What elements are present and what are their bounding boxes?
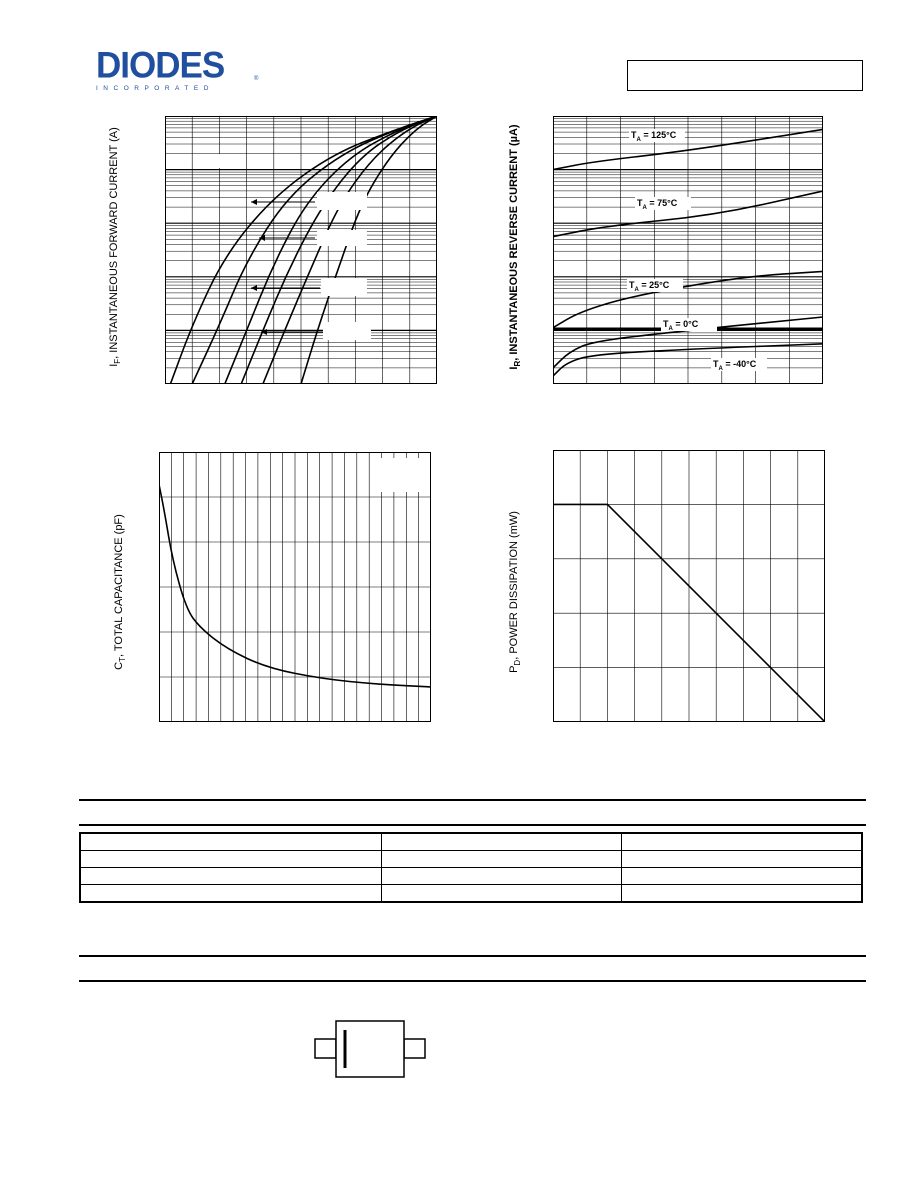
table-cell <box>80 833 381 851</box>
table-cell <box>80 868 381 885</box>
section-rule-top <box>79 799 866 801</box>
section-rule-marking-bottom <box>79 980 866 982</box>
curve-label: $T_A = 75^\circ C$ <box>637 198 678 211</box>
table-row <box>80 833 862 851</box>
table-cell <box>622 851 862 868</box>
section-rule-bottom <box>79 824 866 826</box>
annotation-box <box>317 192 367 210</box>
ordering-table <box>79 832 863 903</box>
curve-label: $T_A = 25^\circ C$ <box>629 280 670 293</box>
table-row <box>80 885 862 903</box>
table-cell <box>622 885 862 903</box>
logo-subtext: INCORPORATED <box>96 85 214 92</box>
trademark-mark: ® <box>254 76 259 82</box>
power-dissipation-ylabel: $P_D$, POWER DISSIPATION (mW) <box>508 511 522 673</box>
table-cell <box>381 833 621 851</box>
annotation-box <box>373 458 429 492</box>
power-dissipation-chart <box>553 450 825 722</box>
annotation-box <box>317 230 367 246</box>
curve-label: $T_A = 125^\circ C$ <box>631 130 677 143</box>
reverse-current-ylabel: $I_R$, INSTANTANEOUS REVERSE CURRENT (µA) <box>508 124 522 370</box>
annotation-box <box>195 154 245 168</box>
diodes-logo <box>96 44 266 94</box>
table-cell <box>381 885 621 903</box>
section-rule-marking-top <box>79 955 866 957</box>
table-cell <box>80 851 381 868</box>
forward-current-ylabel: $I_F$, INSTANTANEOUS FORWARD CURRENT (A) <box>108 127 122 367</box>
table-cell <box>622 868 862 885</box>
capacitance-chart <box>159 452 431 722</box>
curve-label: $T_A = 0^\circ C$ <box>663 319 699 332</box>
annotation-box <box>321 278 367 296</box>
capacitance-ylabel: $C_T$, TOTAL CAPACITANCE (pF) <box>113 514 127 670</box>
annotation-box <box>323 322 371 340</box>
reverse-current-chart <box>553 116 823 384</box>
table-cell <box>381 868 621 885</box>
forward-current-chart <box>165 116 437 384</box>
logo-word: DIODES <box>96 44 225 86</box>
table-cell <box>80 885 381 903</box>
table-row <box>80 851 862 868</box>
package-outline-drawing <box>314 1020 426 1078</box>
curve-label: $T_A = -40^\circ C$ <box>713 359 757 372</box>
table-cell <box>381 851 621 868</box>
table-row <box>80 868 862 885</box>
part-number-box <box>627 60 863 91</box>
table-cell <box>622 833 862 851</box>
